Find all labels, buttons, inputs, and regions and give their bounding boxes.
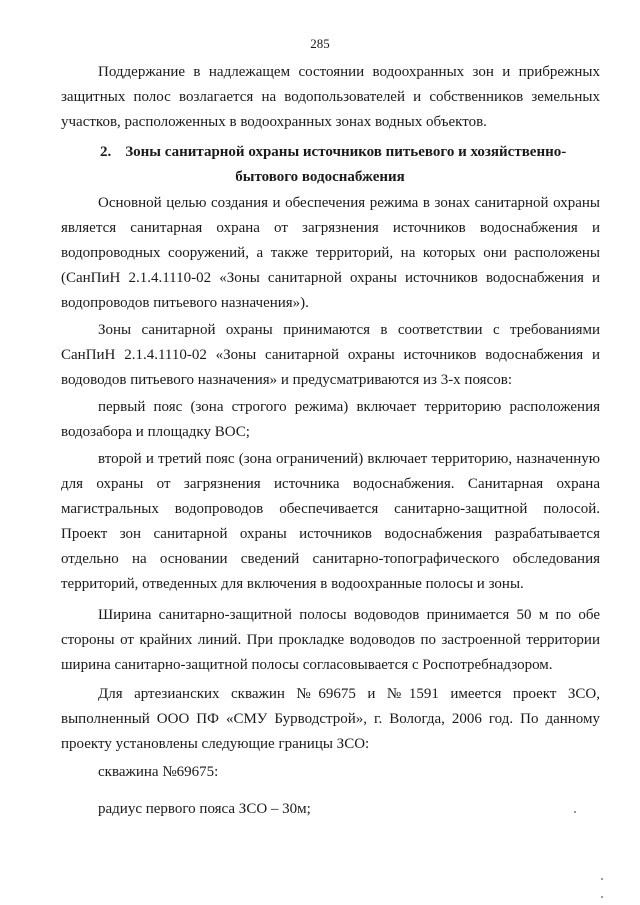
well-label xyxy=(98,760,398,785)
paragraph-line: (СанПиН 2.1.4.1110-02 «Зоны санитарной охраны источников водоснабжения и xyxy=(61,270,600,286)
section-heading-continued xyxy=(200,165,440,190)
paragraph-line: Для артезианских скважин №69675 и №1591 имеется проект ЗСО, xyxy=(98,686,600,702)
paragraph-line: территорий, отведенных для включения в водоохранные полосы и зоны. xyxy=(61,576,524,592)
paragraph-zones-requirements xyxy=(61,318,600,393)
paragraph-line: выполненный ООО ПФ «СМУ Бурводстрой», г. Вологда, 2006 год. По данному xyxy=(61,711,600,727)
paragraph-line: отдельно на основании сведений санитарно-топографического обследования xyxy=(61,551,600,567)
paragraph-artesian-wells xyxy=(61,682,600,757)
paragraph-line: второй и третий пояс (зона ограничений) включает территорию, назначенную xyxy=(98,451,600,467)
paragraph-line: для охраны от загрязнения источника водоснабжения. Санитарная охрана xyxy=(61,476,600,492)
paragraph-line: стороны от крайних линий. При прокладке водоводов по застроенной территории xyxy=(61,632,600,648)
paragraph-line: защитных полос возлагается на водопользователей и собственников земельных xyxy=(61,89,600,105)
scan-speck xyxy=(601,896,603,898)
paragraph-line: Основной целью создания и обеспечения режима в зонах санитарной охраны xyxy=(98,195,600,211)
paragraph-line: водоводов питьевого назначения» и предусматриваются из 3-х поясов: xyxy=(61,372,512,388)
paragraph-line: магистральных водопроводов обеспечивается санитарно-защитной полосой. xyxy=(61,501,600,517)
first-belt-radius-text: радиус первого пояса ЗСО – 30м; xyxy=(98,801,311,817)
paragraph-line: является санитарная охрана от загрязнения источников водоснабжения и xyxy=(61,220,600,236)
first-belt-radius xyxy=(98,797,398,822)
paragraph-line: участков, расположенных в водоохранных зонах водных объектов. xyxy=(61,114,487,130)
paragraph-line: проекту установлены следующие границы ЗСО: xyxy=(61,736,370,752)
paragraph-first-belt xyxy=(61,395,600,445)
paragraph-second-third-belt xyxy=(61,447,600,597)
paragraph-line: Проект зон санитарной охраны источников водоснабжения разрабатывается xyxy=(61,526,600,542)
paragraph-line: СанПиН 2.1.4.1110-02 «Зоны санитарной охраны источников водоснабжения и xyxy=(61,347,600,363)
paragraph-line: Ширина санитарно-защитной полосы водоводов принимается 50 м по обе xyxy=(98,607,600,623)
paragraph-main-goal xyxy=(61,191,600,316)
paragraph-line: Зоны санитарной охраны принимаются в соответствии с требованиями xyxy=(98,322,600,338)
section-heading xyxy=(100,140,600,165)
section-number: 2. xyxy=(100,144,112,160)
well-label-text: скважина №69675: xyxy=(98,764,219,780)
section-title-line1: Зоны санитарной охраны источников питьевого и хозяйственно- xyxy=(125,144,567,160)
paragraph-line: ширина санитарно-защитной полосы согласовывается с Роспотребнадзором. xyxy=(61,657,553,673)
paragraph-line: водопроводных сооружений, а также территорий, на которых они расположены xyxy=(61,245,600,261)
paragraph-line: водозабора и площадку ВОС; xyxy=(61,424,250,440)
section-title-line2: бытового водоснабжения xyxy=(235,169,405,185)
paragraph-strip-width xyxy=(61,603,600,678)
paragraph-line: первый пояс (зона строгого режима) включает территорию расположения xyxy=(98,399,600,415)
paragraph-water-protection-maintenance xyxy=(61,60,600,135)
scan-speck xyxy=(574,811,576,813)
paragraph-line: Поддержание в надлежащем состоянии водоохранных зон и прибрежных xyxy=(98,64,600,80)
scan-speck xyxy=(601,878,603,880)
page-number: 285 xyxy=(310,36,330,51)
paragraph-line: водопроводов питьевого назначения»). xyxy=(61,295,309,311)
